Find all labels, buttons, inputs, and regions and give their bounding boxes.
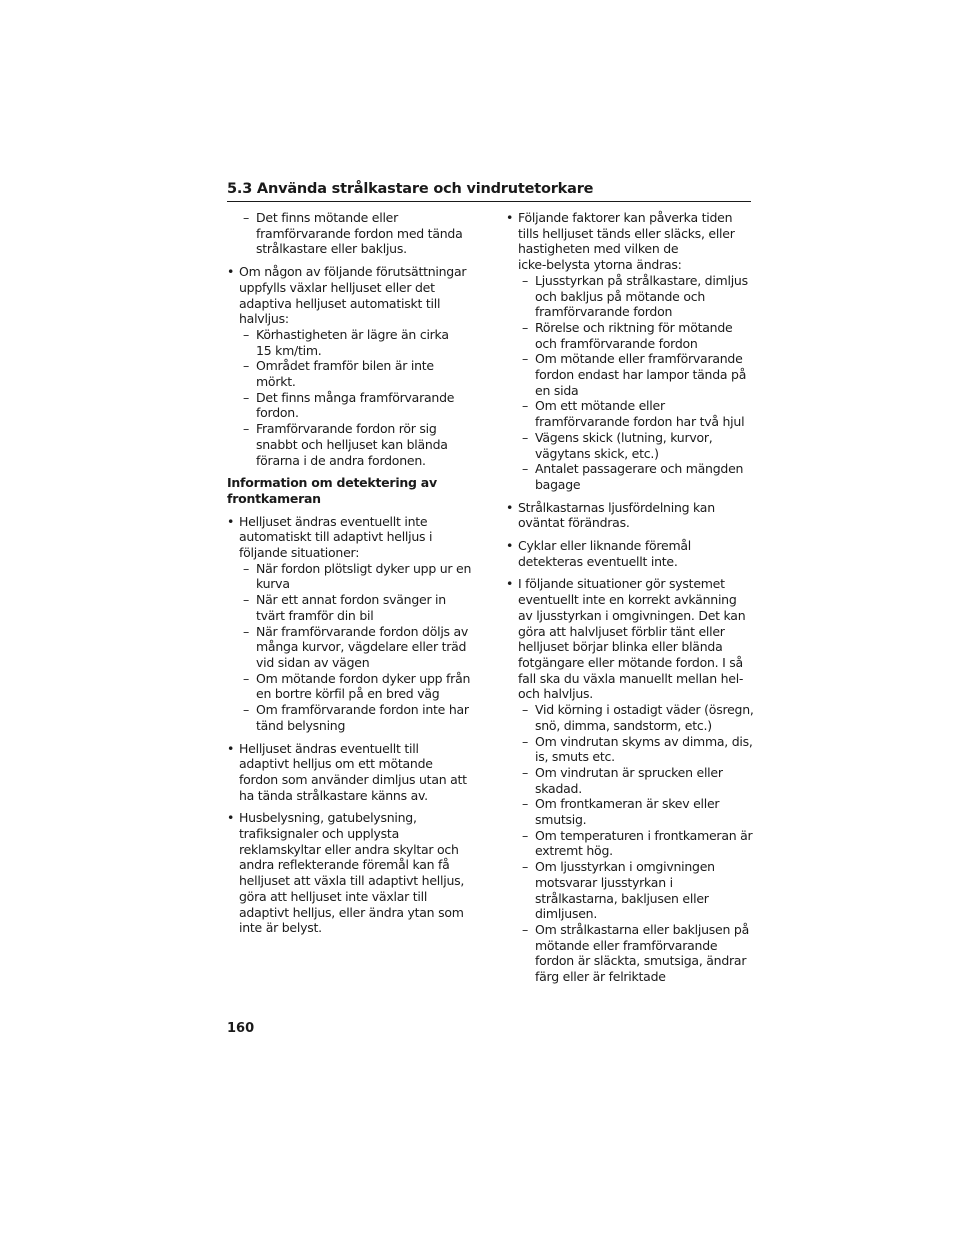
- dash-mark: –: [243, 623, 249, 639]
- sub-item-line: [243, 358, 477, 374]
- subheading: [227, 475, 477, 506]
- sub-item-line: [522, 398, 756, 414]
- sub-item: [506, 702, 756, 733]
- sub-item-line: [522, 461, 756, 477]
- bullet-item: [506, 576, 756, 984]
- sub-item-text: Om ett mötande eller: [535, 398, 665, 414]
- sub-item-line: bagage: [535, 476, 581, 492]
- bullet-line: adaptivt helljus om ett mötande: [239, 756, 433, 772]
- dash-mark: –: [522, 429, 528, 445]
- sub-item-line: smutsig.: [535, 812, 587, 828]
- sub-item-line: en sida: [535, 382, 579, 398]
- sub-item-line: [522, 702, 756, 718]
- bullet-line: I följande situationer gör systemet: [518, 576, 725, 592]
- bullet-line: Cyklar eller liknande föremål: [518, 538, 691, 554]
- bullet-line: inte är belyst.: [239, 920, 322, 936]
- bullet-line: helljuset att växla till adaptivt helljus,: [239, 873, 465, 889]
- bullet-item: [506, 210, 756, 493]
- bullet-line: adaptivt helljus, eller ändra ytan som: [239, 904, 464, 920]
- sub-item-text: Antalet passagerare och mängden: [535, 461, 744, 477]
- sub-item-line: dimljusen.: [535, 906, 598, 922]
- bullet-line: andra reflekterande föremål kan få: [239, 857, 450, 873]
- sub-item-line: [522, 796, 756, 812]
- bullet-line: ha tända strålkastare känns av.: [239, 787, 428, 803]
- bullet-line: detekteras eventuellt inte.: [518, 553, 678, 569]
- bullet-item: [506, 538, 756, 569]
- sub-item-line: [243, 326, 477, 343]
- sub-item-line: [243, 670, 477, 687]
- bullet-line: helljuset börjar blinka eller blända: [518, 639, 723, 655]
- sub-item-line: [522, 764, 756, 781]
- dash-mark: –: [522, 398, 528, 414]
- dash-mark: –: [522, 921, 528, 937]
- sub-item-line: mötande eller framförvarande: [535, 937, 718, 953]
- sub-item-line: framförvarande fordon med tända: [256, 225, 463, 241]
- bullet-mark: •: [506, 576, 514, 592]
- dash-mark: –: [522, 733, 528, 749]
- dash-mark: –: [522, 272, 528, 288]
- bullet-line: Husbelysning, gatubelysning,: [239, 810, 417, 826]
- sub-item: [227, 592, 477, 623]
- sub-item-text: När framförvarande fordon döljs av: [256, 623, 469, 639]
- bullet-item: [227, 264, 477, 468]
- sub-item: [227, 358, 477, 389]
- sub-item-line: snabbt och helljuset kan blända: [256, 436, 448, 452]
- bullet-mark: •: [227, 740, 235, 756]
- sub-item-line: [243, 702, 477, 718]
- bullet-line: adaptiva helljuset automatiskt till: [239, 295, 441, 311]
- sub-item-line: fordon endast har lampor tända på: [535, 367, 747, 383]
- bullet-line: Helljuset ändras eventuellt inte: [239, 513, 428, 529]
- sub-item-line: [522, 733, 756, 750]
- bullet-mark: •: [506, 499, 514, 515]
- dash-mark: –: [243, 421, 249, 437]
- sub-item: [227, 327, 477, 358]
- bullet-mark: •: [506, 210, 514, 225]
- bullet-line: göra att halvljuset förblir tänt eller: [518, 623, 725, 639]
- sub-item: [227, 390, 477, 421]
- sub-item-text: Ljusstyrkan på strålkastare, dimljus: [535, 272, 748, 288]
- sub-item-text: Det finns många framförvarande: [256, 389, 455, 405]
- sub-item: [506, 796, 756, 827]
- bullet-mark: •: [227, 513, 235, 529]
- intro-sub-item: [227, 210, 477, 257]
- sub-item-text: Om mötande eller framförvarande: [535, 351, 743, 367]
- subheading-line: Information om detektering av: [227, 475, 437, 491]
- sub-item-text: När ett annat fordon svänger in: [256, 592, 446, 608]
- sub-item: [506, 461, 756, 492]
- bullet-line: hastigheten med vilken de: [518, 241, 679, 257]
- sub-item: [227, 671, 477, 702]
- sub-item-line: en bortre körfil på en bred väg: [256, 686, 440, 702]
- dash-mark: –: [243, 670, 249, 686]
- bullet-line: Om någon av följande förutsättningar: [239, 264, 467, 280]
- sub-item-line: [522, 351, 756, 367]
- sub-item: [506, 922, 756, 985]
- sub-item: [227, 561, 477, 592]
- sub-item-line: extremt hög.: [535, 843, 613, 859]
- sub-item: [506, 734, 756, 765]
- bullet-line: reklamskyltar eller andra skyltar och: [239, 841, 459, 857]
- sub-item-line: vid sidan av vägen: [256, 654, 370, 670]
- sub-item-text: Om frontkameran är skev eller: [535, 796, 720, 812]
- sub-item-line: motsvarar ljusstyrkan i: [535, 874, 673, 890]
- sub-item-line: [522, 429, 756, 446]
- sub-item-text: Om strålkastarna eller bakljusen på: [535, 921, 749, 937]
- right-column: [506, 210, 756, 992]
- sub-item-line: och framförvarande fordon: [535, 335, 698, 351]
- sub-item-text: När fordon plötsligt dyker upp ur en: [256, 560, 472, 576]
- page-number: 160: [227, 1021, 255, 1036]
- dash-mark: –: [522, 461, 528, 477]
- bullet-line: Helljuset ändras eventuellt till: [239, 740, 419, 756]
- sub-item: [506, 828, 756, 859]
- dash-mark: –: [522, 764, 528, 780]
- sub-item: [227, 624, 477, 671]
- bullet-line: uppfylls växlar helljuset eller det: [239, 279, 435, 295]
- bullet-line: följande situationer:: [239, 545, 360, 561]
- sub-item: [227, 421, 477, 468]
- sub-item-line: fordon.: [256, 405, 299, 421]
- dash-mark: –: [243, 702, 249, 718]
- sub-item-line: förarna i de andra fordonen.: [256, 452, 426, 468]
- sub-item-line: strålkastarna, bakljusen eller: [535, 890, 709, 906]
- sub-item-line: kurva: [256, 576, 290, 592]
- sub-item-text: Om vindrutan är sprucken eller: [535, 764, 723, 780]
- dash-mark: –: [522, 351, 528, 367]
- sub-item-line: fordon är släckta, smutsiga, ändrar: [535, 953, 747, 969]
- bullet-mark: •: [227, 264, 235, 280]
- sub-item-text: Vägens skick (lutning, kurvor,: [535, 429, 713, 445]
- sub-item-text: Om vindrutan skyms av dimma, dis,: [535, 733, 753, 749]
- dash-mark: –: [243, 210, 249, 225]
- sub-item-text: Det finns mötande eller: [256, 210, 399, 225]
- sub-item: [506, 320, 756, 351]
- sub-item-line: is, smuts etc.: [535, 749, 615, 765]
- bullet-line: Strålkastarnas ljusfördelning kan: [518, 499, 715, 515]
- sub-item-line: [243, 592, 477, 608]
- dash-mark: –: [522, 859, 528, 875]
- sub-item-line: [522, 319, 756, 336]
- sub-item-line: strålkastare eller bakljus.: [256, 241, 407, 257]
- bullet-line: trafiksignaler och upplysta: [239, 826, 399, 842]
- sub-item-line: [243, 389, 477, 406]
- bullet-line: fordon som använder dimljus utan att: [239, 771, 467, 787]
- sub-item-text: Framförvarande fordon rör sig: [256, 421, 437, 437]
- sub-item: [506, 351, 756, 398]
- dash-mark: –: [522, 827, 528, 843]
- bullet-item: [227, 810, 477, 936]
- bullet-line: eventuellt inte en korrekt avkänning: [518, 592, 737, 608]
- bullet-line: tills helljuset tänds eller släcks, eller: [518, 225, 735, 241]
- sub-item-line: färg eller är felriktade: [535, 969, 666, 985]
- sub-item-line: [243, 623, 477, 640]
- bullet-line: och halvljus.: [518, 686, 593, 702]
- sub-item: [506, 765, 756, 796]
- bullet-line: oväntat förändras.: [518, 515, 630, 531]
- sub-item-line: snö, dimma, sandstorm, etc.): [535, 717, 712, 733]
- sub-item-text: Vid körning i ostadigt väder (ösregn,: [535, 702, 754, 718]
- sub-item-line: vägytans skick, etc.): [535, 445, 659, 461]
- sub-item-line: 15 km/tim.: [256, 342, 322, 358]
- bullet-line: fotgängare eller mötande fordon. I så: [518, 654, 743, 670]
- sub-item: [506, 859, 756, 922]
- sub-item: [506, 273, 756, 320]
- sub-item-line: [522, 827, 756, 844]
- sub-item-line: mörkt.: [256, 374, 296, 390]
- sub-item-line: [243, 421, 477, 437]
- sub-item-line: tänd belysning: [256, 717, 346, 733]
- dash-mark: –: [522, 702, 528, 718]
- sub-item: [506, 398, 756, 429]
- sub-item-line: [522, 859, 756, 875]
- sub-item-text: Om mötande fordon dyker upp från: [256, 670, 471, 686]
- section-header: 5.3 Använda strålkastare och vindrutetorkare: [227, 180, 751, 202]
- bullet-line: fall ska du växla manuellt mellan hel-: [518, 670, 744, 686]
- sub-item-line: [243, 210, 477, 226]
- sub-item-text: Om framförvarande fordon inte har: [256, 702, 469, 718]
- subheading-line: frontkameran: [227, 490, 321, 506]
- sub-item-text: Om temperaturen i frontkameran är: [535, 827, 753, 843]
- dash-mark: –: [243, 358, 249, 374]
- dash-mark: –: [522, 796, 528, 812]
- sub-item-line: tvärt framför din bil: [256, 607, 374, 623]
- sub-item-line: [243, 560, 477, 577]
- sub-item-text: Körhastigheten är lägre än cirka: [256, 326, 449, 342]
- sub-item-line: [522, 272, 756, 289]
- bullet-line: automatiskt till adaptivt helljus i: [239, 529, 433, 545]
- sub-item-text: Om ljusstyrkan i omgivningen: [535, 859, 715, 875]
- bullet-mark: •: [506, 538, 514, 554]
- bullet-line: halvljus:: [239, 311, 289, 327]
- sub-item-text: Rörelse och riktning för mötande: [535, 319, 733, 335]
- sub-item-line: många kurvor, vägdelare eller träd: [256, 639, 467, 655]
- sub-item-line: framförvarande fordon har två hjul: [535, 414, 745, 430]
- bullet-line: icke-belysta ytorna ändras:: [518, 257, 682, 273]
- dash-mark: –: [243, 326, 249, 342]
- bullet-item: [227, 741, 477, 804]
- bullet-mark: •: [227, 810, 235, 826]
- left-column: [227, 210, 477, 943]
- bullet-item: [227, 514, 477, 734]
- dash-mark: –: [243, 560, 249, 576]
- bullet-line: göra att helljuset inte växlar till: [239, 888, 428, 904]
- sub-item: [506, 430, 756, 461]
- dash-mark: –: [243, 389, 249, 405]
- sub-item-text: Området framför bilen är inte: [256, 358, 434, 374]
- dash-mark: –: [522, 319, 528, 335]
- sub-item-line: framförvarande fordon: [535, 304, 673, 320]
- dash-mark: –: [243, 592, 249, 608]
- sub-item-line: [522, 921, 756, 938]
- bullet-line: av ljusstyrkan i omgivningen. Det kan: [518, 607, 746, 623]
- bullet-item: [506, 500, 756, 531]
- bullet-line: Följande faktorer kan påverka tiden: [518, 210, 733, 225]
- sub-item-line: och bakljus på mötande och: [535, 288, 706, 304]
- sub-item: [227, 702, 477, 733]
- sub-item-line: skadad.: [535, 780, 582, 796]
